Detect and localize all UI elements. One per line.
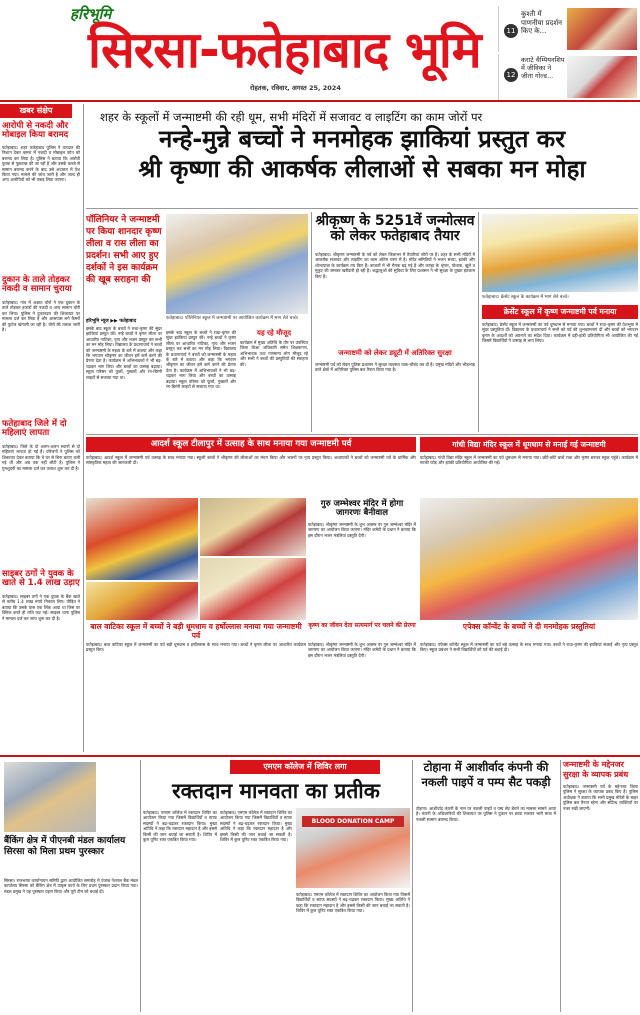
- sidebar-label: खबर संक्षेप: [0, 104, 72, 118]
- sidebar-body-3: फतेहाबाद। जिले के दो अलग-अलग स्थानों से दो महिलाएं लापता हो गई हैं। परिजनों ने पुलिस को शिकायत देकर बताया कि वे घर से बिना बताए चली गई थीं और अब तक नहीं लौटी हैं। पुलिस ने गुमशुदगी का मामला दर्ज कर तलाश शुरू कर दी है।: [2, 444, 80, 471]
- camp-headline: रक्तदान मानवता का प्रतीक: [172, 779, 380, 803]
- bottom-rule: [0, 755, 640, 757]
- masthead: [0, 0, 640, 100]
- camp-banner: BLOOD DONATION CAMP: [302, 816, 404, 827]
- story2-sub-body: जन्माष्टमी पर्व को लेकर पुलिस प्रशासन ने सुरक्षा व्यवस्था चाक-चौबंद कर दी है। प्रमुख मंदिरों और भीड़भाड़ वाले क्षेत्रों में अतिरिक्त पुलिस बल तैनात किया गया है।: [315, 362, 475, 373]
- row3-left-body: फतेहाबाद। बाल वाटिका स्कूल में जन्माष्टमी का पर्व बड़ी धूमधाम व हर्षोल्लास के साथ मनाया गया। बच्चों ने कृष्ण लीला पर आधारित कार्यक्रम प्रस्तुत किए।: [86, 642, 306, 653]
- camp-photo: [296, 808, 410, 888]
- lead-sub-body: कार्यक्रम में मुख्य अतिथि के तौर पर उपस्थित जिला शिक्षा अधिकारी समेत शिक्षकगण, अभिभावक तथा गणमान्य लोग मौजूद रहे और सभी ने बच्चों की प्रस्तुतियों की सराहना की।: [240, 340, 308, 367]
- promo-1[interactable]: [498, 6, 638, 52]
- story2-sub-headline: जन्माष्टमी को लेकर ड्यूटी में अतिरिक्त सुरक्षा: [338, 349, 452, 357]
- award-body: सिरसा। राजभाषा कार्यान्वयन समिति द्वारा आयोजित समारोह में पंजाब नेशनल बैंक मंडल कार्यालय सिरसा को बैंकिंग क्षेत्र में उत्कृष्ट कार्य के लिए प्रथम पुरस्कार प्रदान किया गया। मंडल प्रमुख ने यह पुरस्कार ग्रहण किया और पूरी टीम को बधाई दी।: [4, 878, 138, 894]
- masthead-rule: [0, 100, 640, 102]
- story2-body: फतेहाबाद। श्रीकृष्ण जन्माष्टमी के पर्व को लेकर जिलाभर में तैयारियां जोरों पर हैं। शहर के सभी मंदिरों में आकर्षक सजावट और लाइटिंग का काम अंतिम चरण में है। मंदिर समितियों ने भजन संध्या, झांकी और शोभायात्रा के कार्यक्रम तय किए हैं। बाजारों में भी रौनक बढ़ गई है और कान्हा के श्रृंगार, पोशाक, झूले व मुकुट की जमकर खरीदारी हो रही है। श्रद्धालुओं की सुविधा के लिए प्रशासन ने भी सुरक्षा के पुख्ता इंतजाम किए हैं।: [315, 252, 475, 279]
- row3-left-caption: बाल वाटिका स्कूल में बच्चों ने बड़ी धूमधाम व हर्षोल्लास मनाया गया जन्माष्टमी पर्व: [90, 622, 302, 640]
- promo-1-photo: [567, 8, 637, 50]
- row2-right-headline: गांधी विद्या मंदिर स्कूल में धूमधाम से मनाई गई जन्माष्टमी: [420, 437, 638, 452]
- row2-left-headline: आदर्श स्कूल टीलापुर में उत्साह के साथ मनाया गया जन्माष्टमी पर्व: [86, 437, 416, 452]
- security-body: फतेहाबाद। जन्माष्टमी पर्व के मद्देनजर जिला पुलिस ने सुरक्षा के व्यापक प्रबंध किए हैं। पुलिस अधीक्षक ने बताया कि सभी प्रमुख मंदिरों के बाहर पुलिस बल तैनात रहेगा और संदिग्ध व्यक्तियों पर नजर रखी जाएगी।: [563, 784, 638, 811]
- bottom-divider-3: [560, 760, 561, 1012]
- right-col-divider: [478, 212, 479, 432]
- lead-photo-caption: फतेहाबाद। पॉलिनियर स्कूल में जन्माष्टमी पर आयोजित कार्यक्रम में भाग लेते बच्चे।: [166, 316, 299, 321]
- bottom-divider-1: [140, 760, 141, 1012]
- sidebar-headline-3: फतेहाबाद जिले में दो महिलाएं लापता: [2, 419, 67, 438]
- award-photo: [4, 762, 96, 832]
- sidebar-headline-1: आरोपी से नकदी और मोबाइल किया बरामद: [2, 121, 69, 140]
- fraud-body: टोहाना। आशीर्वाद कंपनी के नाम पर नकली पाइपें व पम्प सेट बेचने का मामला सामने आया है। कंपनी के अधिकारियों की शिकायत पर पुलिस ने दुकान पर छापा मारकर भारी मात्रा में नकली सामान बरामद किया।: [416, 806, 556, 822]
- row3-photo-5: [420, 498, 638, 620]
- promo-1-text: कुश्ती में पाणनीया प्रदर्शन किए के...: [521, 10, 562, 35]
- security-headline: जन्माष्टमी के मद्देनजर सुरक्षा के व्यापक प्रबंध: [563, 760, 629, 779]
- story2-divider: [311, 212, 312, 432]
- lead-photo: [166, 214, 308, 314]
- bottom-divider-2: [412, 760, 413, 1012]
- row2-left-body: फतेहाबाद। आदर्श स्कूल में जन्माष्टमी पर्व उत्साह के साथ मनाया गया। स्कूली बच्चों ने श्रीकृष्ण की लीलाओं का मंचन किया और भजनों पर नृत्य प्रस्तुत किया। अध्यापकों ने बच्चों को जन्माष्टमी पर्व के धार्मिक और सांस्कृतिक महत्व की जानकारी दी।: [86, 455, 416, 466]
- row3-mid-body-2: फतेहाबाद। श्रीकृष्ण जन्माष्टमी के शुभ अवसर पर गुरु जम्भेश्वर मंदिर में जागरण का आयोजन किया जाएगा। मंदिर कमेटी के प्रधान ने बताया कि इस दौरान भजन मंडलियां प्रस्तुति देंगी।: [308, 642, 416, 658]
- lead-pullquote: पॉलिनियर ने जन्माष्टमी पर किया शानदार कृष्ण लीला व रास लीला का प्रदर्शन। सभी आए हुए दर्शकों ने इस कार्यक्रम की खूब सराहना की: [86, 215, 162, 285]
- masthead-title: सिरसा-फतेहाबाद भूमि: [88, 21, 481, 79]
- brand-logo: हरिभूमि: [70, 5, 112, 23]
- lead-headline-line1: नन्हे-मुन्ने बच्चों ने मनमोहक झाकियां प्रस्तुत कर: [158, 125, 566, 153]
- camp-body-3: फतेहाबाद। एमएम कॉलेज में रक्तदान शिविर का आयोजन किया गया जिसमें विद्यार्थियों व स्टाफ सदस्यों ने बढ़-चढ़कर रक्तदान किया। मुख्य अतिथि ने कहा कि रक्तदान महादान है और इससे किसी की जान बचाई जा सकती है। शिविर में कुल यूनिट रक्त एकत्रित किया गया।: [296, 892, 410, 914]
- promo-2[interactable]: [498, 54, 638, 100]
- lead-body-2: इसके बाद स्कूल के बच्चों ने राधा-कृष्ण की सुंदर झांकियां प्रस्तुत कीं। नन्हे बच्चों ने कृष्ण लीला पर आधारित नाटिका, नृत्य और भजन प्रस्तुत कर सभी का मन मोह लिया। विद्यालय के प्रधानाचार्य ने बच्चों को जन्माष्टमी के महत्व के बारे में बताया और कहा कि भगवान श्रीकृष्ण का जीवन हमें कर्म करने की प्रेरणा देता है। कार्यक्रम में अभिभावकों ने भी बढ़-चढ़कर भाग लिया और बच्चों का उत्साह बढ़ाया। स्कूल परिसर को फूलों, गुब्बारों और रंग-बिरंगी लाइटों से सजाया गया था।: [166, 330, 236, 390]
- promo-2-photo: [567, 56, 637, 98]
- row3-mid-headline: गुरु जम्भेश्वर मंदिर में होगा जागरणः बैनीवाल: [320, 499, 404, 518]
- sidebar-headline-2: दुकान के ताले तोड़कर नकदी व सामान चुराया: [2, 275, 72, 294]
- right-col-headline: क्रेसेंट स्कूल में कृष्ण जन्माष्टमी पर्व मनाया: [482, 305, 638, 319]
- row2-rule: [86, 434, 638, 435]
- row3-photo-4: [86, 582, 198, 620]
- row3-photo-1: [86, 498, 198, 580]
- promo-2-text: कराटे चैम्पियनशिप में जीविका ने जीता गोल्ड...: [521, 56, 565, 80]
- row3-right-caption: एपेक्स कॉन्वेंट के बच्चों ने दी मनमोहक प्रस्तुतियां: [462, 622, 596, 631]
- promo-2-number: 12: [504, 68, 518, 82]
- promo-1-number: 11: [504, 24, 518, 38]
- right-col-body: फतेहाबाद। क्रेसेंट स्कूल में जन्माष्टमी का पर्व धूमधाम से मनाया गया। बच्चों ने राधा-कृष्ण की वेशभूषा में सुंदर प्रस्तुतियां दीं। विद्यालय के प्रधानाचार्य ने सभी को पर्व की शुभकामनाएं दीं और बच्चों को भगवान कृष्ण के आदर्शों को अपनाने का संदेश दिया। कार्यक्रम में दही-हांडी प्रतियोगिता भी आयोजित की गई जिसमें विद्यार्थियों ने उत्साह से भाग लिया।: [482, 322, 638, 344]
- sidebar-body-4: फतेहाबाद। साइबर ठगों ने एक युवक के बैंक खाते से करीब 1.4 लाख रुपये निकाल लिए। पीड़ित ने बताया कि उसके पास एक लिंक आया था जिस पर क्लिक करते ही राशि कट गई। साइबर थाना पुलिस ने मामला दर्ज कर जांच शुरू कर दी है।: [2, 594, 80, 621]
- lead-byline: हरिभूमि न्यूज ▶▶ फतेहाबाद: [86, 319, 137, 324]
- sidebar-body-1: फतेहाबाद। शहर फतेहाबाद पुलिस ने वारदात की निशान देकर कमरा में नकदी व मोबाइल फोन को बरामद कर लिया है। पुलिस ने बताया कि आरोपी युवक से पूछताछ की जा रही है और उसके कब्जे से सामान बरामद करने के बाद उसे अदालत में पेश किया गया। मामले की जांच जारी है और जल्द ही अन्य आरोपियों को भी पकड़ लिया जाएगा।: [2, 145, 80, 183]
- right-col-caption: फतेहाबाद। क्रेसेंट स्कूल के कार्यक्रम में भाग लेते बच्चे।: [482, 295, 569, 300]
- right-col-photo: [482, 214, 638, 292]
- sidebar-body-2: फतेहाबाद। गांव में अज्ञात चोरों ने एक दुकान के ताले तोड़कर हजारों की नकदी व अन्य सामान चोरी कर लिया। पुलिस ने दुकानदार की शिकायत पर मामला दर्ज कर लिया है और आसपास लगे कैमरों की फुटेज खंगाली जा रही है। चोरों की तलाश जारी है।: [2, 300, 80, 333]
- row3-mid-caption: कृष्ण का जीवन देता सत्यमार्ग पर चलने की प्रेरणा: [308, 622, 416, 629]
- lead-body-1: इसके बाद स्कूल के बच्चों ने राधा-कृष्ण की सुंदर झांकियां प्रस्तुत कीं। नन्हे बच्चों ने कृष्ण लीला पर आधारित नाटिका, नृत्य और भजन प्रस्तुत कर सभी का मन मोह लिया। विद्यालय के प्रधानाचार्य ने बच्चों को जन्माष्टमी के महत्व के बारे में बताया और कहा कि भगवान श्रीकृष्ण का जीवन हमें कर्म करने की प्रेरणा देता है। कार्यक्रम में अभिभावकों ने भी बढ़-चढ़कर भाग लिया और बच्चों का उत्साह बढ़ाया। स्कूल परिसर को फूलों, गुब्बारों और रंग-बिरंगी लाइटों से सजाया गया था।: [86, 326, 162, 380]
- camp-kicker: एमएम कॉलेज में शिविर लगा: [230, 760, 380, 774]
- row3-right-body: फतेहाबाद। एपेक्स कॉन्वेंट स्कूल में जन्माष्टमी का पर्व बड़े उत्साह के साथ मनाया गया। बच्चों ने राधा-कृष्ण की झांकियां सजाईं और नृत्य प्रस्तुत किए। स्कूल प्रबंधन ने सभी विद्यार्थियों को पर्व की बधाई दी।: [420, 642, 638, 653]
- lead-rule: [86, 208, 638, 209]
- camp-body-2: फतेहाबाद। एमएम कॉलेज में रक्तदान शिविर का आयोजन किया गया जिसमें विद्यार्थियों व स्टाफ सदस्यों ने बढ़-चढ़कर रक्तदान किया। मुख्य अतिथि ने कहा कि रक्तदान महादान है और इससे किसी की जान बचाई जा सकती है। शिविर में कुल यूनिट रक्त एकत्रित किया गया।: [220, 810, 292, 843]
- sidebar: [0, 104, 82, 644]
- award-headline: बैंकिंग क्षेत्र में पीएनबी मंडल कार्यालय सिरसा को मिला प्रथम पुरस्कार: [4, 836, 126, 857]
- row3-photo-2: [200, 498, 306, 556]
- camp-body-1: फतेहाबाद। एमएम कॉलेज में रक्तदान शिविर का आयोजन किया गया जिसमें विद्यार्थियों व स्टाफ सदस्यों ने बढ़-चढ़कर रक्तदान किया। मुख्य अतिथि ने कहा कि रक्तदान महादान है और इससे किसी की जान बचाई जा सकती है। शिविर में कुल यूनिट रक्त एकत्रित किया गया।: [143, 810, 217, 843]
- lead-kicker: शहर के स्कूलों में जन्माष्टमी की रही धूम, सभी मंदिरों में सजावट व लाइटिंग का काम जोरों पर: [100, 110, 483, 124]
- row3-mid-body: फतेहाबाद। श्रीकृष्ण जन्माष्टमी के शुभ अवसर पर गुरु जम्भेश्वर मंदिर में जागरण का आयोजन किया जाएगा। मंदिर कमेटी के प्रधान ने बताया कि इस दौरान भजन मंडलियां प्रस्तुति देंगी।: [308, 522, 416, 538]
- lead-headline-line2: श्री कृष्णा की आकर्षक लीलाओं से सबका मन मोहा: [138, 155, 586, 183]
- dateline: रोहतक, रविवार, अगस्त 25, 2024: [250, 84, 341, 92]
- sidebar-headline-4: साइबर ठगों ने युवक के खाते से 1.4 लाख उड़ाए: [2, 569, 80, 588]
- lead-sub-headline: यह रहे मौजूद: [256, 329, 292, 337]
- row3-photo-3: [200, 558, 306, 620]
- story2-headline: श्रीकृष्ण के 5251वें जन्मोत्सव को लेकर फतेहाबाद तैयार: [315, 213, 475, 244]
- row2-right-body: फतेहाबाद। गांधी विद्या मंदिर स्कूल में जन्माष्टमी का पर्व धूमधाम से मनाया गया। छोटे-छोटे बच्चे राधा और कृष्ण बनकर स्कूल पहुंचे। कार्यक्रम में मटकी फोड़ और झांकी प्रतियोगिता आयोजित की गई।: [420, 455, 638, 466]
- sidebar-divider: [83, 104, 84, 752]
- fraud-headline: टोहाना में आशीर्वाद कंपनी की नकली पाइपें व पम्प सैट पकड़ी: [421, 760, 551, 789]
